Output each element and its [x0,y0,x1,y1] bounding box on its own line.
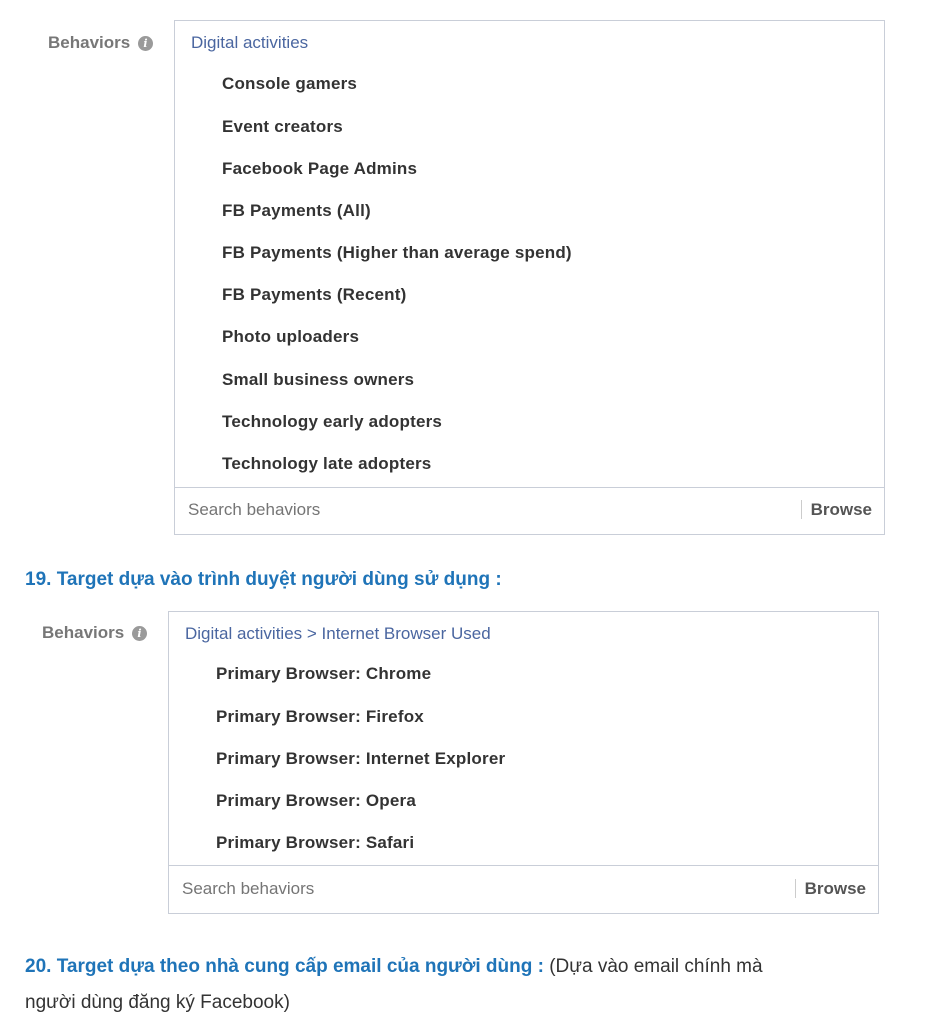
divider [175,487,884,488]
list-item[interactable]: Event creators [222,117,343,136]
heading-19: 19. Target dựa vào trình duyệt người dùng sử dụng : [25,569,502,590]
heading-20-note: (Dựa vào email chính mà [543,956,763,977]
breadcrumb[interactable]: Digital activities [191,33,309,52]
behaviors-label [48,33,153,53]
list-item[interactable]: Small business owners [222,370,415,389]
heading-20-note-line2: người dùng đăng ký Facebook) [25,992,290,1013]
list-item[interactable]: Primary Browser: Firefox [216,707,424,726]
list-item[interactable]: FB Payments (Recent) [222,285,407,304]
search-input[interactable] [188,500,748,520]
info-icon[interactable]: i [138,36,153,51]
breadcrumb[interactable]: Digital activities > Internet Browser Used [185,624,491,643]
list-item[interactable]: Technology late adopters [222,454,432,473]
list-item[interactable]: Console gamers [222,74,358,93]
heading-20: 20. Target dựa theo nhà cung cấp email của người dùng : [25,956,544,977]
search-input[interactable] [182,879,742,899]
behaviors-label [42,623,147,643]
list-item[interactable]: Technology early adopters [222,412,443,431]
behaviors-box-2 [168,611,879,914]
divider [169,865,878,866]
browse-button[interactable]: Browse [795,879,866,898]
list-item[interactable]: Primary Browser: Safari [216,833,415,852]
behaviors-label-text: Behaviors [48,33,131,52]
list-item[interactable]: Primary Browser: Opera [216,791,416,810]
list-item[interactable]: FB Payments (Higher than average spend) [222,243,572,262]
list-item[interactable]: Primary Browser: Internet Explorer [216,749,506,768]
list-item[interactable]: Facebook Page Admins [222,159,418,178]
list-item[interactable]: Photo uploaders [222,327,360,346]
heading-20-line [25,956,763,978]
list-item[interactable]: FB Payments (All) [222,201,371,220]
info-icon[interactable]: i [132,626,147,641]
browse-button[interactable]: Browse [801,500,872,519]
behaviors-label-text: Behaviors [42,623,125,642]
list-item[interactable]: Primary Browser: Chrome [216,664,432,683]
behaviors-box-1 [174,20,885,535]
